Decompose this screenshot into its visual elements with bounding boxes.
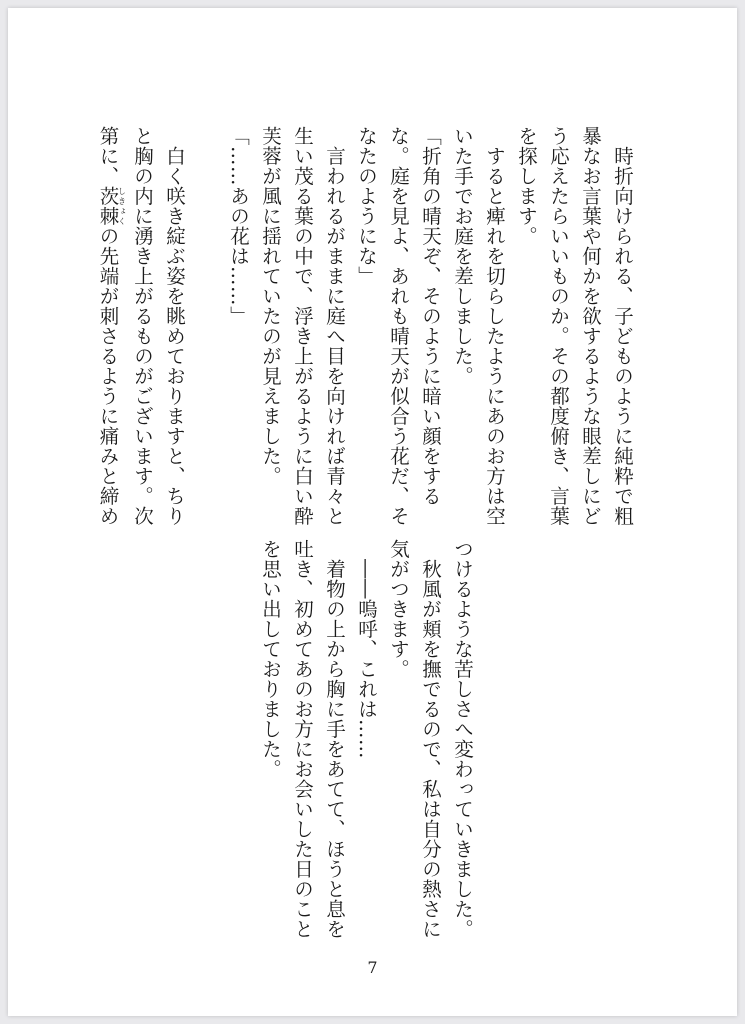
text-segment: の先端が刺さるように痛みと締め	[96, 226, 120, 526]
page-number: 7	[367, 958, 378, 977]
text-line: すると痺れを切らしたようにあのお方は空	[483, 126, 506, 526]
text-line: 生い茂る葉の中で、浮き上がるように白い酔	[291, 126, 314, 526]
text-line: つけるような苦しさへ変わっていきました。	[451, 539, 474, 939]
text-block-upper	[92, 126, 639, 526]
text-line: を探します。	[515, 126, 538, 246]
text-line: 時折向けられる、子どものように純粋で粗	[611, 126, 634, 526]
ruby-word	[96, 186, 127, 226]
text-line: を思い出しておりました。	[259, 539, 282, 779]
text-line: 言われるがままに庭へ目を向ければ青々と	[323, 126, 346, 526]
text-line: いた手でお庭を差しました。	[451, 126, 474, 386]
text-line: 白く咲き綻ぶ姿を眺めておりますと、ちり	[163, 126, 186, 526]
ruby-base: 茨棘	[96, 186, 120, 226]
text-line: 「……あの花は……」	[227, 126, 250, 326]
text-line: 吐き、初めてあのお方にお会いした日のこと	[291, 539, 314, 939]
text-block-lower	[254, 539, 478, 957]
text-line: なたのようにな」	[355, 126, 378, 286]
text-line: う応えたらいいものか。その都度俯き、言葉	[547, 126, 570, 526]
text-line: 暴なお言葉や何かを欲するような眼差しにど	[579, 126, 602, 526]
text-line: 秋風が頬を撫でるので、私は自分の熱さに	[419, 539, 442, 939]
text-line: と胸の内に湧き上がるものがございます。次	[131, 126, 154, 526]
text-line: 気がつきます。	[387, 539, 410, 679]
text-line-with-ruby	[92, 126, 127, 526]
document-page	[8, 8, 737, 1016]
text-line: 「折角の晴天ぞ、そのように暗い顔をする	[419, 126, 442, 506]
blank-line	[190, 126, 222, 501]
text-line: 芙蓉が風に揺れていたのが見えました。	[259, 126, 282, 486]
ruby-reading: しきょく	[117, 186, 127, 226]
text-segment: 第に、	[96, 126, 120, 186]
text-line: 着物の上から胸に手をあてて、ほうと息を	[323, 539, 346, 939]
text-line: な。庭を見よ、あれも晴天が似合う花だ、そ	[387, 126, 410, 526]
text-line: ――嗚呼、これは……	[355, 539, 378, 759]
